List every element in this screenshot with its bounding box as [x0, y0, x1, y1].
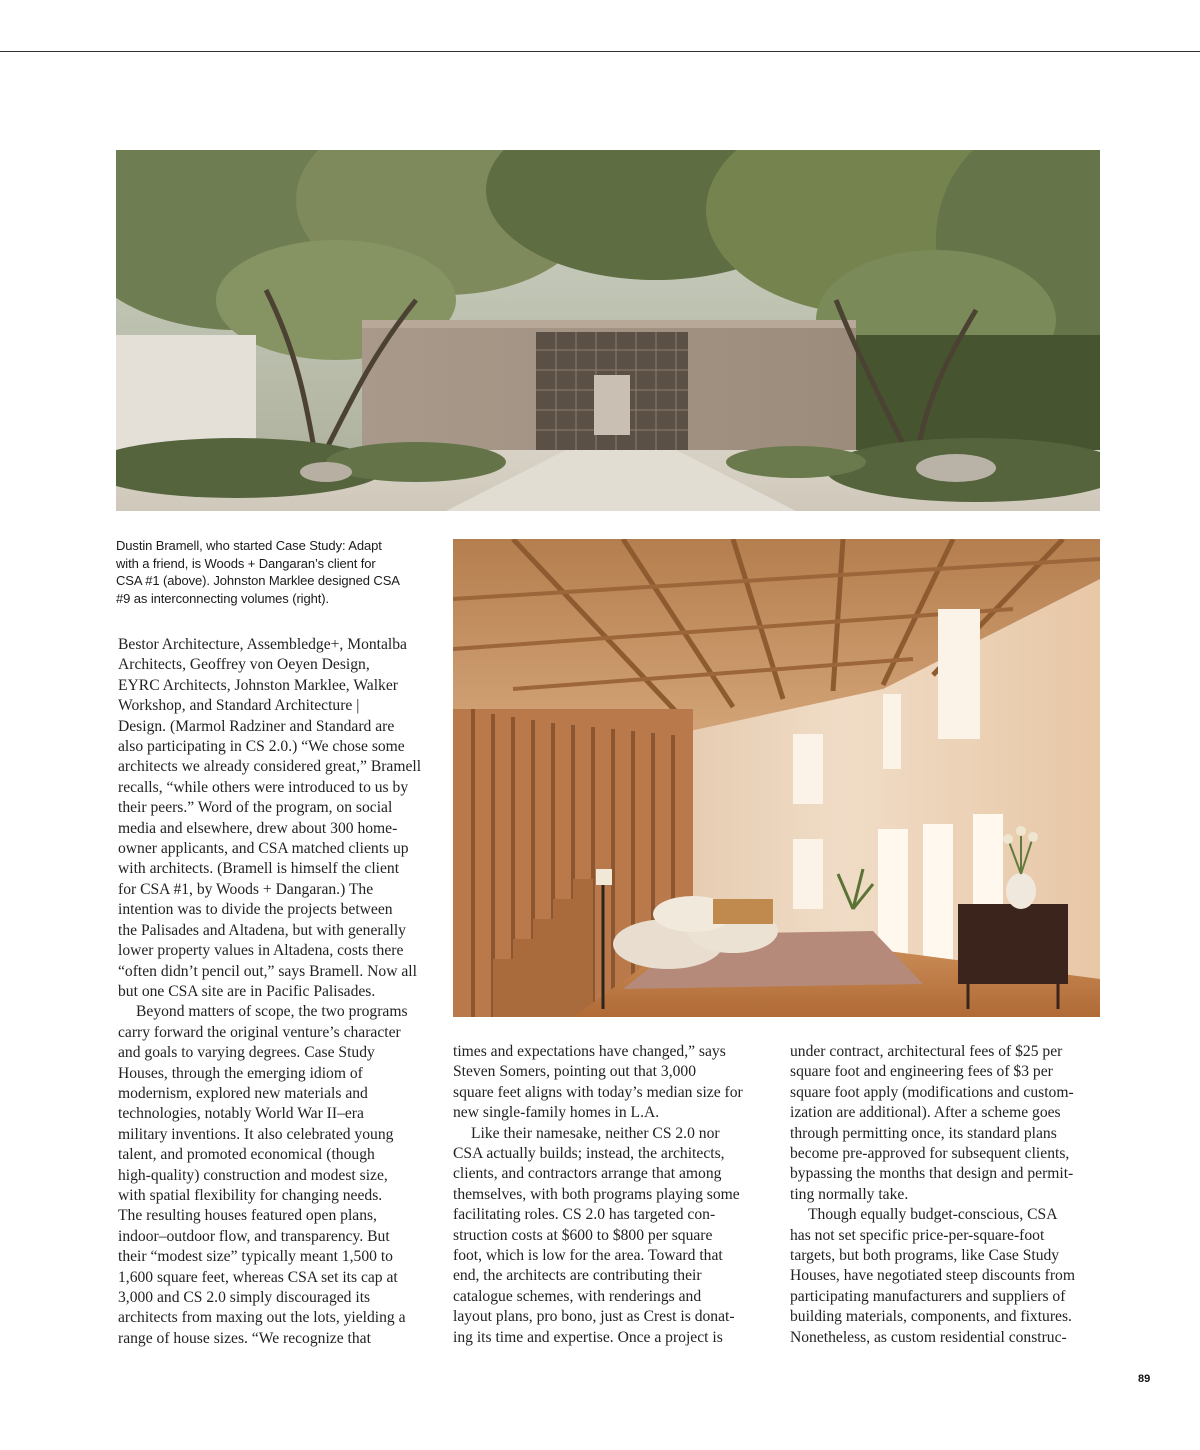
text-line: Houses, through the emerging idiom of	[118, 1064, 363, 1082]
interior-rendering-photo	[453, 539, 1100, 1017]
text-line: layout plans, pro bono, just as Crest is donat-	[453, 1308, 735, 1326]
text-line: has not set specific price-per-square-foot	[790, 1226, 1045, 1244]
text-line: the Palisades and Altadena, but with generally	[118, 921, 406, 939]
text-line: ing its time and expertise. Once a project is	[453, 1328, 723, 1346]
text-line: ization are additional). After a scheme goes	[790, 1104, 1061, 1122]
text-line: end, the architects are contributing their	[453, 1267, 702, 1285]
text-line: but one CSA site are in Pacific Palisades.	[118, 982, 376, 1000]
text-line: CSA actually builds; instead, the architects,	[453, 1145, 725, 1163]
text-line: high-quality) construction and modest size,	[118, 1166, 388, 1184]
text-line: The resulting houses featured open plans,	[118, 1207, 377, 1225]
article-column-3	[790, 1042, 1100, 1348]
text-line: Bestor Architecture, Assembledge+, Montalba	[118, 636, 407, 653]
page-number: 89	[1138, 1373, 1151, 1385]
text-line: new single-family homes in L.A.	[453, 1104, 660, 1122]
paragraph	[790, 1205, 1100, 1348]
text-line: their “modest size” typically meant 1,500 to	[118, 1248, 393, 1266]
text-line: their peers.” Word of the program, on social	[118, 799, 393, 817]
text-line: clients, and contractors arrange that among	[453, 1165, 722, 1183]
text-line: with spatial flexibility for changing needs.	[118, 1186, 383, 1204]
text-line: become pre-approved for subsequent clients,	[790, 1145, 1070, 1163]
text-line: 1,600 square feet, whereas CSA set its cap at	[118, 1268, 398, 1286]
text-line: range of house sizes. “We recognize that	[118, 1329, 371, 1347]
text-line: square foot and engineering fees of $3 per	[790, 1063, 1053, 1081]
text-line: lower property values in Altadena, costs there	[118, 942, 404, 960]
text-line: media and elsewhere, drew about 300 home-	[118, 819, 398, 837]
paragraph	[790, 1042, 1100, 1205]
article-column-2	[453, 1042, 765, 1348]
text-line: architects from maxing out the lots, yielding a	[118, 1309, 406, 1327]
text-line: 3,000 and CS 2.0 simply discouraged its	[118, 1289, 371, 1306]
text-line: ting normally take.	[790, 1185, 909, 1203]
text-line: military inventions. It also celebrated young	[118, 1125, 394, 1143]
text-line: targets, but both programs, like Case Study	[790, 1247, 1060, 1265]
text-line: under contract, architectural fees of $25 per	[790, 1043, 1063, 1060]
text-line: intention was to divide the projects between	[118, 901, 393, 919]
caption-line: #9 as interconnecting volumes (right).	[116, 590, 329, 606]
text-line: foot, which is low for the area. Toward that	[453, 1247, 723, 1265]
text-line: square feet aligns with today’s median size for	[453, 1083, 743, 1101]
text-line: catalogue schemes, with renderings and	[453, 1287, 702, 1305]
text-line: struction costs at $600 to $800 per square	[453, 1226, 713, 1244]
text-line: Beyond matters of scope, the two programs	[136, 1003, 408, 1021]
text-line: times and expectations have changed,” says	[453, 1043, 726, 1060]
text-line: “often didn’t pencil out,” says Bramell. Now all	[118, 962, 417, 980]
paragraph	[453, 1124, 765, 1348]
text-line: and goals to varying degrees. Case Study	[118, 1044, 375, 1062]
photo-caption	[116, 537, 434, 607]
text-line: facilitating roles. CS 2.0 has targeted con-	[453, 1206, 716, 1224]
text-line: Nonetheless, as custom residential construc-	[790, 1328, 1067, 1346]
text-line: through permitting once, its standard plans	[790, 1124, 1057, 1142]
text-line: themselves, with both programs playing some	[453, 1185, 740, 1203]
paragraph	[118, 1002, 430, 1349]
text-line: Like their namesake, neither CS 2.0 nor	[471, 1124, 720, 1142]
caption-line: with a friend, is Woods + Dangaran’s client for	[116, 555, 376, 571]
text-line: recalls, “while others were introduced to us by	[118, 778, 409, 796]
text-line: carry forward the original venture’s character	[118, 1023, 401, 1041]
text-line: Houses, have negotiated steep discounts from	[790, 1267, 1075, 1285]
exterior-rendering-photo	[116, 150, 1100, 511]
text-line: building materials, components, and fixtures.	[790, 1308, 1072, 1326]
caption-line: Dustin Bramell, who started Case Study: Adapt	[116, 538, 382, 553]
text-line: modernism, explored new materials and	[118, 1084, 368, 1102]
text-line: with architects. (Bramell is himself the client	[118, 860, 400, 878]
paragraph	[118, 635, 430, 1002]
text-line: also participating in CS 2.0.) “We chose some	[118, 738, 405, 756]
text-line: Design. (Marmol Radziner and Standard are	[118, 717, 395, 735]
top-rule	[0, 51, 1200, 52]
text-line: indoor–outdoor flow, and transparency. But	[118, 1227, 390, 1245]
text-line: Steven Somers, pointing out that 3,000	[453, 1063, 696, 1081]
text-line: Architects, Geoffrey von Oeyen Design,	[118, 656, 370, 674]
text-line: owner applicants, and CSA matched clients up	[118, 840, 409, 858]
text-line: technologies, notably World War II–era	[118, 1105, 364, 1123]
text-line: Though equally budget-conscious, CSA	[808, 1206, 1058, 1224]
text-line: EYRC Architects, Johnston Marklee, Walker	[118, 676, 398, 694]
paragraph	[453, 1042, 765, 1124]
text-line: participating manufacturers and suppliers of	[790, 1287, 1066, 1305]
text-line: for CSA #1, by Woods + Dangaran.) The	[118, 880, 374, 898]
article-column-1	[118, 635, 430, 1349]
text-line: bypassing the months that design and permit-	[790, 1165, 1074, 1183]
text-line: Workshop, and Standard Architecture |	[118, 697, 360, 715]
text-line: square foot apply (modifications and custom-	[790, 1083, 1074, 1101]
caption-line: CSA #1 (above). Johnston Marklee designed CSA	[116, 573, 400, 588]
text-line: talent, and promoted economical (though	[118, 1146, 375, 1164]
text-line: architects we already considered great,” Bramell	[118, 758, 422, 776]
